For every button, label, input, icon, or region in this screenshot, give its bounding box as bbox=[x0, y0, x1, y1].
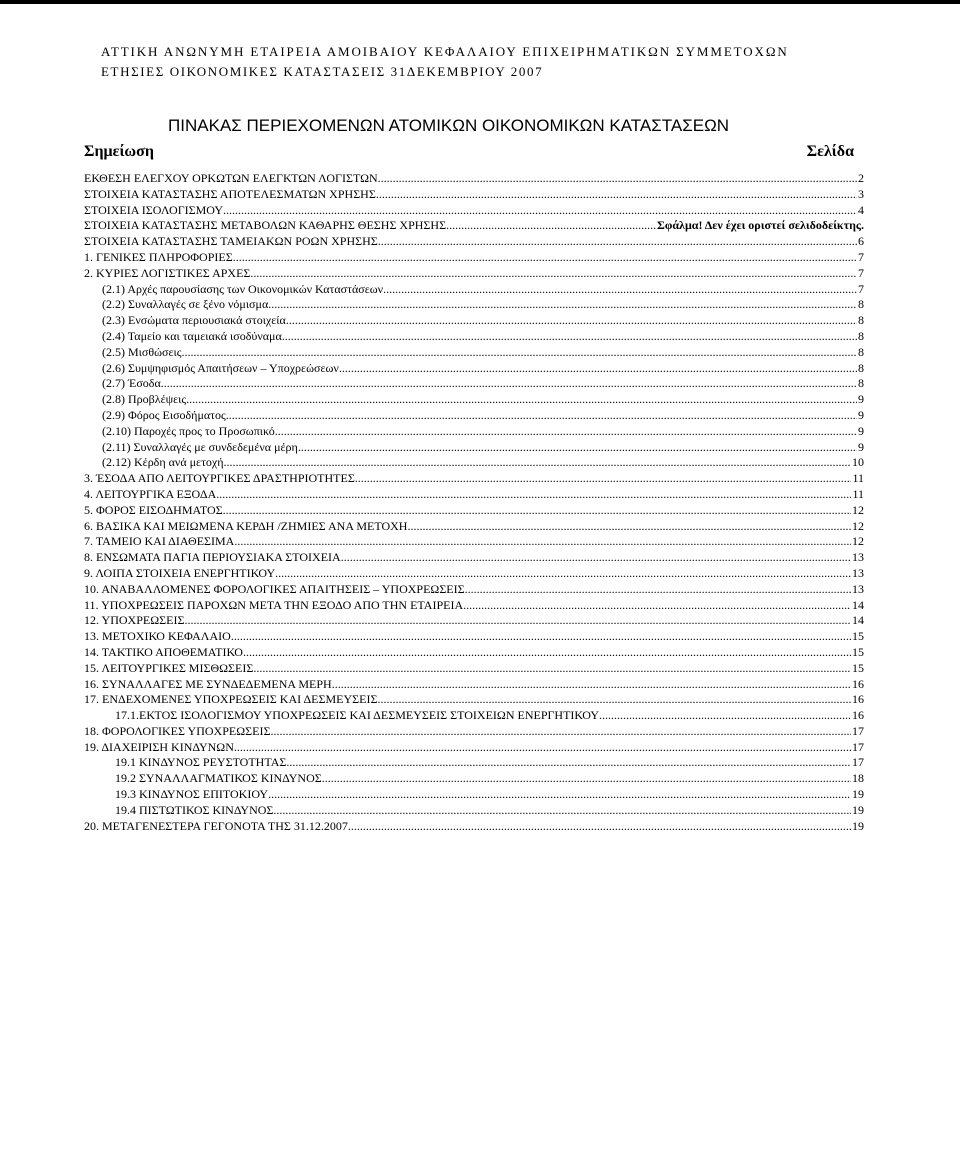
toc-entry-label: ΕΚΘΕΣΗ ΕΛΕΓΧΟΥ ΟΡΚΩΤΩΝ ΕΛΕΓΚΤΩΝ ΛΟΓΙΣΤΩΝ bbox=[84, 171, 378, 185]
toc-dot-leader bbox=[355, 471, 852, 487]
toc-entry-label: ΣΤΟΙΧΕΙΑ ΚΑΤΑΣΤΑΣΗΣ ΑΠΟΤΕΛΕΣΜΑΤΩΝ ΧΡΗΣΗΣ bbox=[84, 186, 376, 201]
toc-entry-page: 8 bbox=[858, 360, 864, 375]
toc-title: ΠΙΝΑΚΑΣ ΠΕΡΙΕΧΟΜΕΝΩΝ ΑΤΟΜΙΚΩΝ ΟΙΚΟΝΟΜΙΚΩΝ ΚΑΤΑΣΤΑΣΕΩΝ bbox=[168, 116, 730, 135]
page-column-header: Σελίδα bbox=[806, 143, 854, 160]
toc-entry[interactable] bbox=[84, 424, 864, 440]
toc-entry-label: 19.2 ΣΥΝΑΛΛΑΓΜΑΤΙΚΟΣ ΚΙΝΔΥΝΟΣ bbox=[115, 771, 322, 786]
toc-entry-page: 4 bbox=[858, 202, 864, 217]
toc-entry[interactable] bbox=[84, 519, 864, 535]
toc-entry-page: 7 bbox=[858, 249, 864, 264]
toc-dot-leader bbox=[378, 171, 857, 187]
toc-entry-label: 17.1.ΕΚΤΟΣ ΙΣΟΛΟΓΙΣΜΟΥ ΥΠΟΧΡΕΩΣΕΙΣ ΚΑΙ ΔΕΣΜΕΥΣΕΙΣ ΣΤΟΙΧΕΙΩΝ ΕΝΕΡΓΗΤΙΚΟΥ bbox=[115, 708, 599, 723]
toc-dot-leader bbox=[275, 424, 857, 440]
toc-entry-page: 19 bbox=[852, 787, 864, 802]
toc-entry-page: 9 bbox=[858, 407, 864, 422]
toc-entry[interactable] bbox=[84, 471, 864, 487]
toc-entry-label: 1. ΓΕΝΙΚΕΣ ΠΛΗΡΟΦΟΡΙΕΣ bbox=[84, 249, 233, 264]
toc-entry-label: 19.3 ΚΙΝΔΥΝΟΣ ΕΠΙΤΟΚΙΟΥ bbox=[115, 787, 269, 802]
toc-entry[interactable] bbox=[84, 771, 864, 787]
toc-entry-page: 19 bbox=[852, 802, 864, 817]
toc-entry-label: ΣΤΟΙΧΕΙΑ ΚΑΤΑΣΤΑΣΗΣ ΜΕΤΑΒΟΛΩΝ ΚΑΘΑΡΗΣ ΘΕΣΗΣ ΧΡΗΣΗΣ bbox=[84, 218, 447, 233]
toc-entry-label: (2.6) Συμψηφισμός Απαιτήσεων – Υποχρεώσεων bbox=[102, 360, 339, 375]
toc-entry-label: 8. ΕΝΣΩΜΑΤΑ ΠΑΓΙΑ ΠΕΡΙΟΥΣΙΑΚΑ ΣΤΟΙΧΕΙΑ bbox=[84, 550, 341, 565]
toc-entry-label: (2.3) Ενσώματα περιουσιακά στοιχεία bbox=[102, 313, 286, 328]
toc-entry-label: 17. ΕΝΔΕΧΟΜΕΝΕΣ ΥΠΟΧΡΕΩΣΕΙΣ ΚΑΙ ΔΕΣΜΕΥΣΕΙΣ bbox=[84, 692, 378, 707]
toc-dot-leader bbox=[351, 819, 851, 835]
toc-dot-leader bbox=[298, 440, 857, 456]
toc-dot-leader bbox=[216, 487, 851, 503]
toc-entry-page: 17 bbox=[852, 755, 864, 770]
toc-entry[interactable] bbox=[84, 266, 864, 282]
toc-entry[interactable] bbox=[84, 550, 864, 566]
toc-entry-label: 19.4 ΠΙΣΤΩΤΙΚΟΣ ΚΙΝΔΥΝΟΣ bbox=[115, 802, 274, 817]
toc-entry-page: 3 bbox=[858, 186, 864, 201]
toc-dot-leader bbox=[286, 313, 857, 329]
toc-entry[interactable] bbox=[84, 376, 864, 392]
toc-entry-page: 8 bbox=[858, 328, 864, 343]
toc-entry-page: 17 bbox=[852, 723, 864, 738]
toc-entry-label: ΣΤΟΙΧΕΙΑ ΙΣΟΛΟΓΙΣΜΟΥ bbox=[84, 202, 224, 217]
toc-dot-leader bbox=[463, 598, 851, 614]
toc-dot-leader bbox=[377, 692, 851, 708]
toc-entry-label: 15. ΛΕΙΤΟΥΡΓΙΚΕΣ ΜΙΣΘΩΣΕΙΣ bbox=[84, 660, 254, 675]
toc-entry[interactable] bbox=[84, 487, 864, 503]
toc-entry-label: 10. ΑΝΑΒΑΛΛΟΜΕΝΕΣ ΦΟΡΟΛΟΓΙΚΕΣ ΑΠΑΙΤΗΣΕΙΣ – ΥΠΟΧΡΕΩΣΕΙΣ bbox=[84, 581, 465, 596]
toc-entry-label: 7. ΤΑΜΕΙΟ ΚΑΙ ΔΙΑΘΕΣΙΜΑ bbox=[84, 534, 235, 549]
toc-entry-page: 11 bbox=[852, 471, 864, 486]
toc-dot-leader bbox=[339, 361, 857, 377]
toc-entry-page: 15 bbox=[852, 660, 864, 675]
toc-entry-label: 16. ΣΥΝΑΛΛΑΓΕΣ ΜΕ ΣΥΝΔΕΔΕΜΕΝΑ ΜΕΡΗ bbox=[84, 676, 332, 691]
toc-entry-label: 2. ΚΥΡΙΕΣ ΛΟΓΙΣΤΙΚΕΣ ΑΡΧΕΣ bbox=[84, 265, 251, 280]
toc-entry[interactable] bbox=[84, 250, 864, 266]
toc-dot-leader bbox=[383, 282, 857, 298]
toc-dot-leader bbox=[376, 187, 857, 203]
toc-entry-error: Σφάλμα! Δεν έχει οριστεί σελιδοδείκτης. bbox=[657, 218, 864, 233]
toc-entry[interactable] bbox=[84, 598, 864, 614]
toc-entry-label: 3. ΈΣΟΔΑ ΑΠΟ ΛΕΙΤΟΥΡΓΙΚΕΣ ΔΡΑΣΤΗΡΙΟΤΗΤΕΣ bbox=[84, 471, 355, 486]
toc-entry-label: 20. ΜΕΤΑΓΕΝΕΣΤΕΡΑ ΓΕΓΟΝΟΤΑ ΤΗΣ 31.12.2007. bbox=[84, 818, 351, 833]
toc-dot-leader bbox=[233, 250, 857, 266]
toc-entry-page: 13 bbox=[852, 581, 864, 596]
toc-dot-leader bbox=[223, 503, 851, 519]
toc-entry-label: 11. ΥΠΟΧΡΕΩΣΕΙΣ ΠΑΡΟΧΩΝ ΜΕΤΑ ΤΗΝ ΕΞΟΔΟ ΑΠΟ ΤΗΝ ΕΤΑΙΡΕΙΑ bbox=[84, 597, 464, 612]
toc-dot-leader bbox=[599, 708, 851, 724]
toc-entry-page: 19 bbox=[852, 818, 864, 833]
toc-entry-label: (2.9) Φόρος Εισοδήματος bbox=[102, 407, 226, 422]
toc-entry[interactable] bbox=[84, 392, 864, 408]
toc-dot-leader bbox=[223, 203, 857, 219]
toc-entry-page: 11 bbox=[852, 486, 864, 501]
toc-dot-leader bbox=[253, 661, 851, 677]
toc-entry[interactable] bbox=[84, 171, 864, 187]
toc-dot-leader bbox=[182, 345, 858, 361]
toc-entry-page: 16 bbox=[852, 676, 864, 691]
note-column-header: Σημείωση bbox=[84, 143, 154, 160]
toc-dot-leader bbox=[286, 755, 851, 771]
toc-dot-leader bbox=[224, 455, 851, 471]
toc-entry[interactable] bbox=[84, 755, 864, 771]
toc-entry[interactable] bbox=[84, 566, 864, 582]
toc-entry-label: ΣΤΟΙΧΕΙΑ ΚΑΤΑΣΤΑΣΗΣ ΤΑΜΕΙΑΚΩΝ ΡΟΩΝ ΧΡΗΣΗΣ bbox=[84, 234, 378, 249]
toc-dot-leader bbox=[184, 613, 851, 629]
toc-entry-label: (2.10) Παροχές προς το Προσωπικό bbox=[102, 423, 275, 438]
toc-dot-leader bbox=[332, 677, 851, 693]
toc-entry-label: 19. ΔΙΑΧΕΙΡΙΣΗ ΚΙΝΔΥΝΩΝ bbox=[84, 739, 234, 754]
toc-entry-page: 15 bbox=[852, 644, 864, 659]
toc-entry-label: 12. ΥΠΟΧΡΕΩΣΕΙΣ bbox=[84, 613, 185, 628]
toc-dot-leader bbox=[231, 629, 851, 645]
toc-entry-page: 12 bbox=[852, 502, 864, 517]
toc-dot-leader bbox=[275, 566, 851, 582]
toc-dot-leader bbox=[250, 266, 857, 282]
toc-entry-label: (2.11) Συναλλαγές με συνδεδεμένα μέρη bbox=[102, 439, 298, 454]
toc-entry-label: 4. ΛΕΙΤΟΥΡΓΙΚΑ ΕΞΟΔΑ bbox=[84, 486, 217, 501]
toc-entry[interactable] bbox=[84, 329, 864, 345]
toc-entry-page: 12 bbox=[852, 518, 864, 533]
toc-entry[interactable] bbox=[84, 661, 864, 677]
toc-dot-leader bbox=[161, 376, 857, 392]
toc-entry-label: 18. ΦΟΡΟΛΟΓΙΚΕΣ ΥΠΟΧΡΕΩΣΕΙΣ bbox=[84, 723, 271, 738]
toc-entry-page: 15 bbox=[852, 629, 864, 644]
toc-dot-leader bbox=[465, 582, 851, 598]
toc-list bbox=[84, 171, 864, 834]
toc-entry-page: 2 bbox=[858, 171, 864, 185]
toc-dot-leader bbox=[186, 392, 857, 408]
toc-dot-leader bbox=[268, 297, 857, 313]
toc-entry-page: 9 bbox=[858, 423, 864, 438]
toc-entry[interactable] bbox=[84, 803, 864, 819]
toc-entry-label: 14. ΤΑΚΤΙΚΟ ΑΠΟΘΕΜΑΤΙΚΟ bbox=[84, 644, 243, 659]
toc-entry-page: 17 bbox=[852, 739, 864, 754]
toc-dot-leader bbox=[378, 234, 857, 250]
toc-entry-label: (2.4) Ταμείο και ταμειακά ισοδύναμα bbox=[102, 328, 282, 343]
toc-entry-page: 7 bbox=[858, 265, 864, 280]
toc-entry-page: 7 bbox=[858, 281, 864, 296]
toc-entry[interactable] bbox=[84, 345, 864, 361]
document-subtitle: ΕΤΗΣΙΕΣ ΟΙΚΟΝΟΜΙΚΕΣ ΚΑΤΑΣΤΑΣΕΙΣ 31ΔΕΚΕΜΒΡΙΟΥ 2007 bbox=[101, 64, 544, 79]
toc-entry-label: (2.5) Μισθώσεις bbox=[102, 344, 182, 359]
toc-entry[interactable] bbox=[84, 629, 864, 645]
toc-entry-label: (2.2) Συναλλαγές σε ξένο νόμισμα bbox=[102, 297, 269, 312]
toc-dot-leader bbox=[341, 550, 851, 566]
toc-dot-leader bbox=[282, 329, 857, 345]
toc-entry-page: 16 bbox=[852, 692, 864, 707]
toc-entry[interactable] bbox=[84, 503, 864, 519]
toc-dot-leader bbox=[226, 408, 857, 424]
toc-entry-label: 13. ΜΕΤΟΧΙΚΟ ΚΕΦΑΛΑΙΟ bbox=[84, 629, 231, 644]
toc-entry[interactable] bbox=[84, 218, 864, 234]
toc-entry[interactable] bbox=[84, 187, 864, 203]
toc-entry-page: 8 bbox=[858, 313, 864, 328]
toc-entry-page: 16 bbox=[852, 708, 864, 723]
toc-entry-label: (2.1) Αρχές παρουσίασης των Οικονομικών Καταστάσεων bbox=[102, 281, 384, 296]
toc-entry-page: 8 bbox=[858, 297, 864, 312]
toc-dot-leader bbox=[268, 787, 851, 803]
toc-entry[interactable] bbox=[84, 534, 864, 550]
toc-entry-label: 19.1 ΚΙΝΔΥΝΟΣ ΡΕΥΣΤΟΤΗΤΑΣ bbox=[115, 755, 287, 770]
company-name: ΑΤΤΙΚΗ ΑΝΩΝΥΜΗ ΕΤΑΙΡΕΙΑ ΑΜΟΙΒΑΙΟΥ ΚΕΦΑΛΑΙΟΥ ΕΠΙΧΕΙΡΗΜΑΤΙΚΩΝ ΣΥΜΜΕΤΟΧΩΝ bbox=[101, 44, 789, 59]
toc-entry-page: 18 bbox=[852, 771, 864, 786]
toc-entry[interactable] bbox=[84, 408, 864, 424]
toc-entry[interactable] bbox=[84, 819, 864, 835]
toc-dot-leader bbox=[243, 645, 851, 661]
toc-entry[interactable] bbox=[84, 440, 864, 456]
toc-entry-label: 5. ΦΟΡΟΣ ΕΙΣΟΔΗΜΑΤΟΣ bbox=[84, 502, 223, 517]
toc-entry[interactable] bbox=[84, 692, 864, 708]
toc-entry[interactable] bbox=[84, 787, 864, 803]
toc-entry-page: 10 bbox=[852, 455, 864, 470]
toc-entry[interactable] bbox=[84, 282, 864, 298]
toc-entry[interactable] bbox=[84, 645, 864, 661]
toc-dot-leader bbox=[273, 803, 851, 819]
toc-entry-page: 14 bbox=[852, 597, 864, 612]
toc-dot-leader bbox=[407, 519, 851, 535]
toc-entry-label: (2.8) Προβλέψεις bbox=[102, 392, 187, 407]
toc-entry[interactable] bbox=[84, 582, 864, 598]
toc-entry[interactable] bbox=[84, 361, 864, 377]
toc-entry-page: 9 bbox=[858, 439, 864, 454]
top-rule bbox=[0, 0, 960, 4]
toc-entry[interactable] bbox=[84, 203, 864, 219]
toc-entry[interactable] bbox=[84, 234, 864, 250]
toc-entry[interactable] bbox=[84, 613, 864, 629]
toc-entry[interactable] bbox=[84, 455, 864, 471]
toc-entry-page: 13 bbox=[852, 550, 864, 565]
toc-entry[interactable] bbox=[84, 724, 864, 740]
toc-entry-page: 9 bbox=[858, 392, 864, 407]
toc-entry-page: 13 bbox=[852, 565, 864, 580]
toc-entry-label: 6. ΒΑΣΙΚΑ ΚΑΙ ΜΕΙΩΜΕΝΑ ΚΕΡΔΗ /ΖΗΜΙΕΣ ΑΝΑ ΜΕΤΟΧΗ bbox=[84, 518, 408, 533]
toc-entry[interactable] bbox=[84, 313, 864, 329]
toc-entry-page: 12 bbox=[852, 534, 864, 549]
toc-entry-label: (2.7) Έσοδα bbox=[102, 376, 161, 391]
toc-entry-label: 9. ΛΟΙΠΑ ΣΤΟΙΧΕΙΑ ΕΝΕΡΓΗΤΙΚΟΥ bbox=[84, 565, 276, 580]
toc-entry-page: 6 bbox=[858, 234, 864, 249]
toc-entry[interactable] bbox=[84, 708, 864, 724]
toc-dot-leader bbox=[234, 740, 851, 756]
toc-dot-leader bbox=[270, 724, 851, 740]
toc-entry-label: (2.12) Κέρδη ανά μετοχή bbox=[102, 455, 224, 470]
toc-dot-leader bbox=[234, 534, 851, 550]
toc-entry-page: 8 bbox=[858, 344, 864, 359]
toc-dot-leader bbox=[446, 218, 656, 234]
toc-entry[interactable] bbox=[84, 297, 864, 313]
toc-entry-page: 8 bbox=[858, 376, 864, 391]
toc-entry[interactable] bbox=[84, 740, 864, 756]
toc-dot-leader bbox=[322, 771, 851, 787]
toc-entry[interactable] bbox=[84, 677, 864, 693]
toc-entry-page: 14 bbox=[852, 613, 864, 628]
